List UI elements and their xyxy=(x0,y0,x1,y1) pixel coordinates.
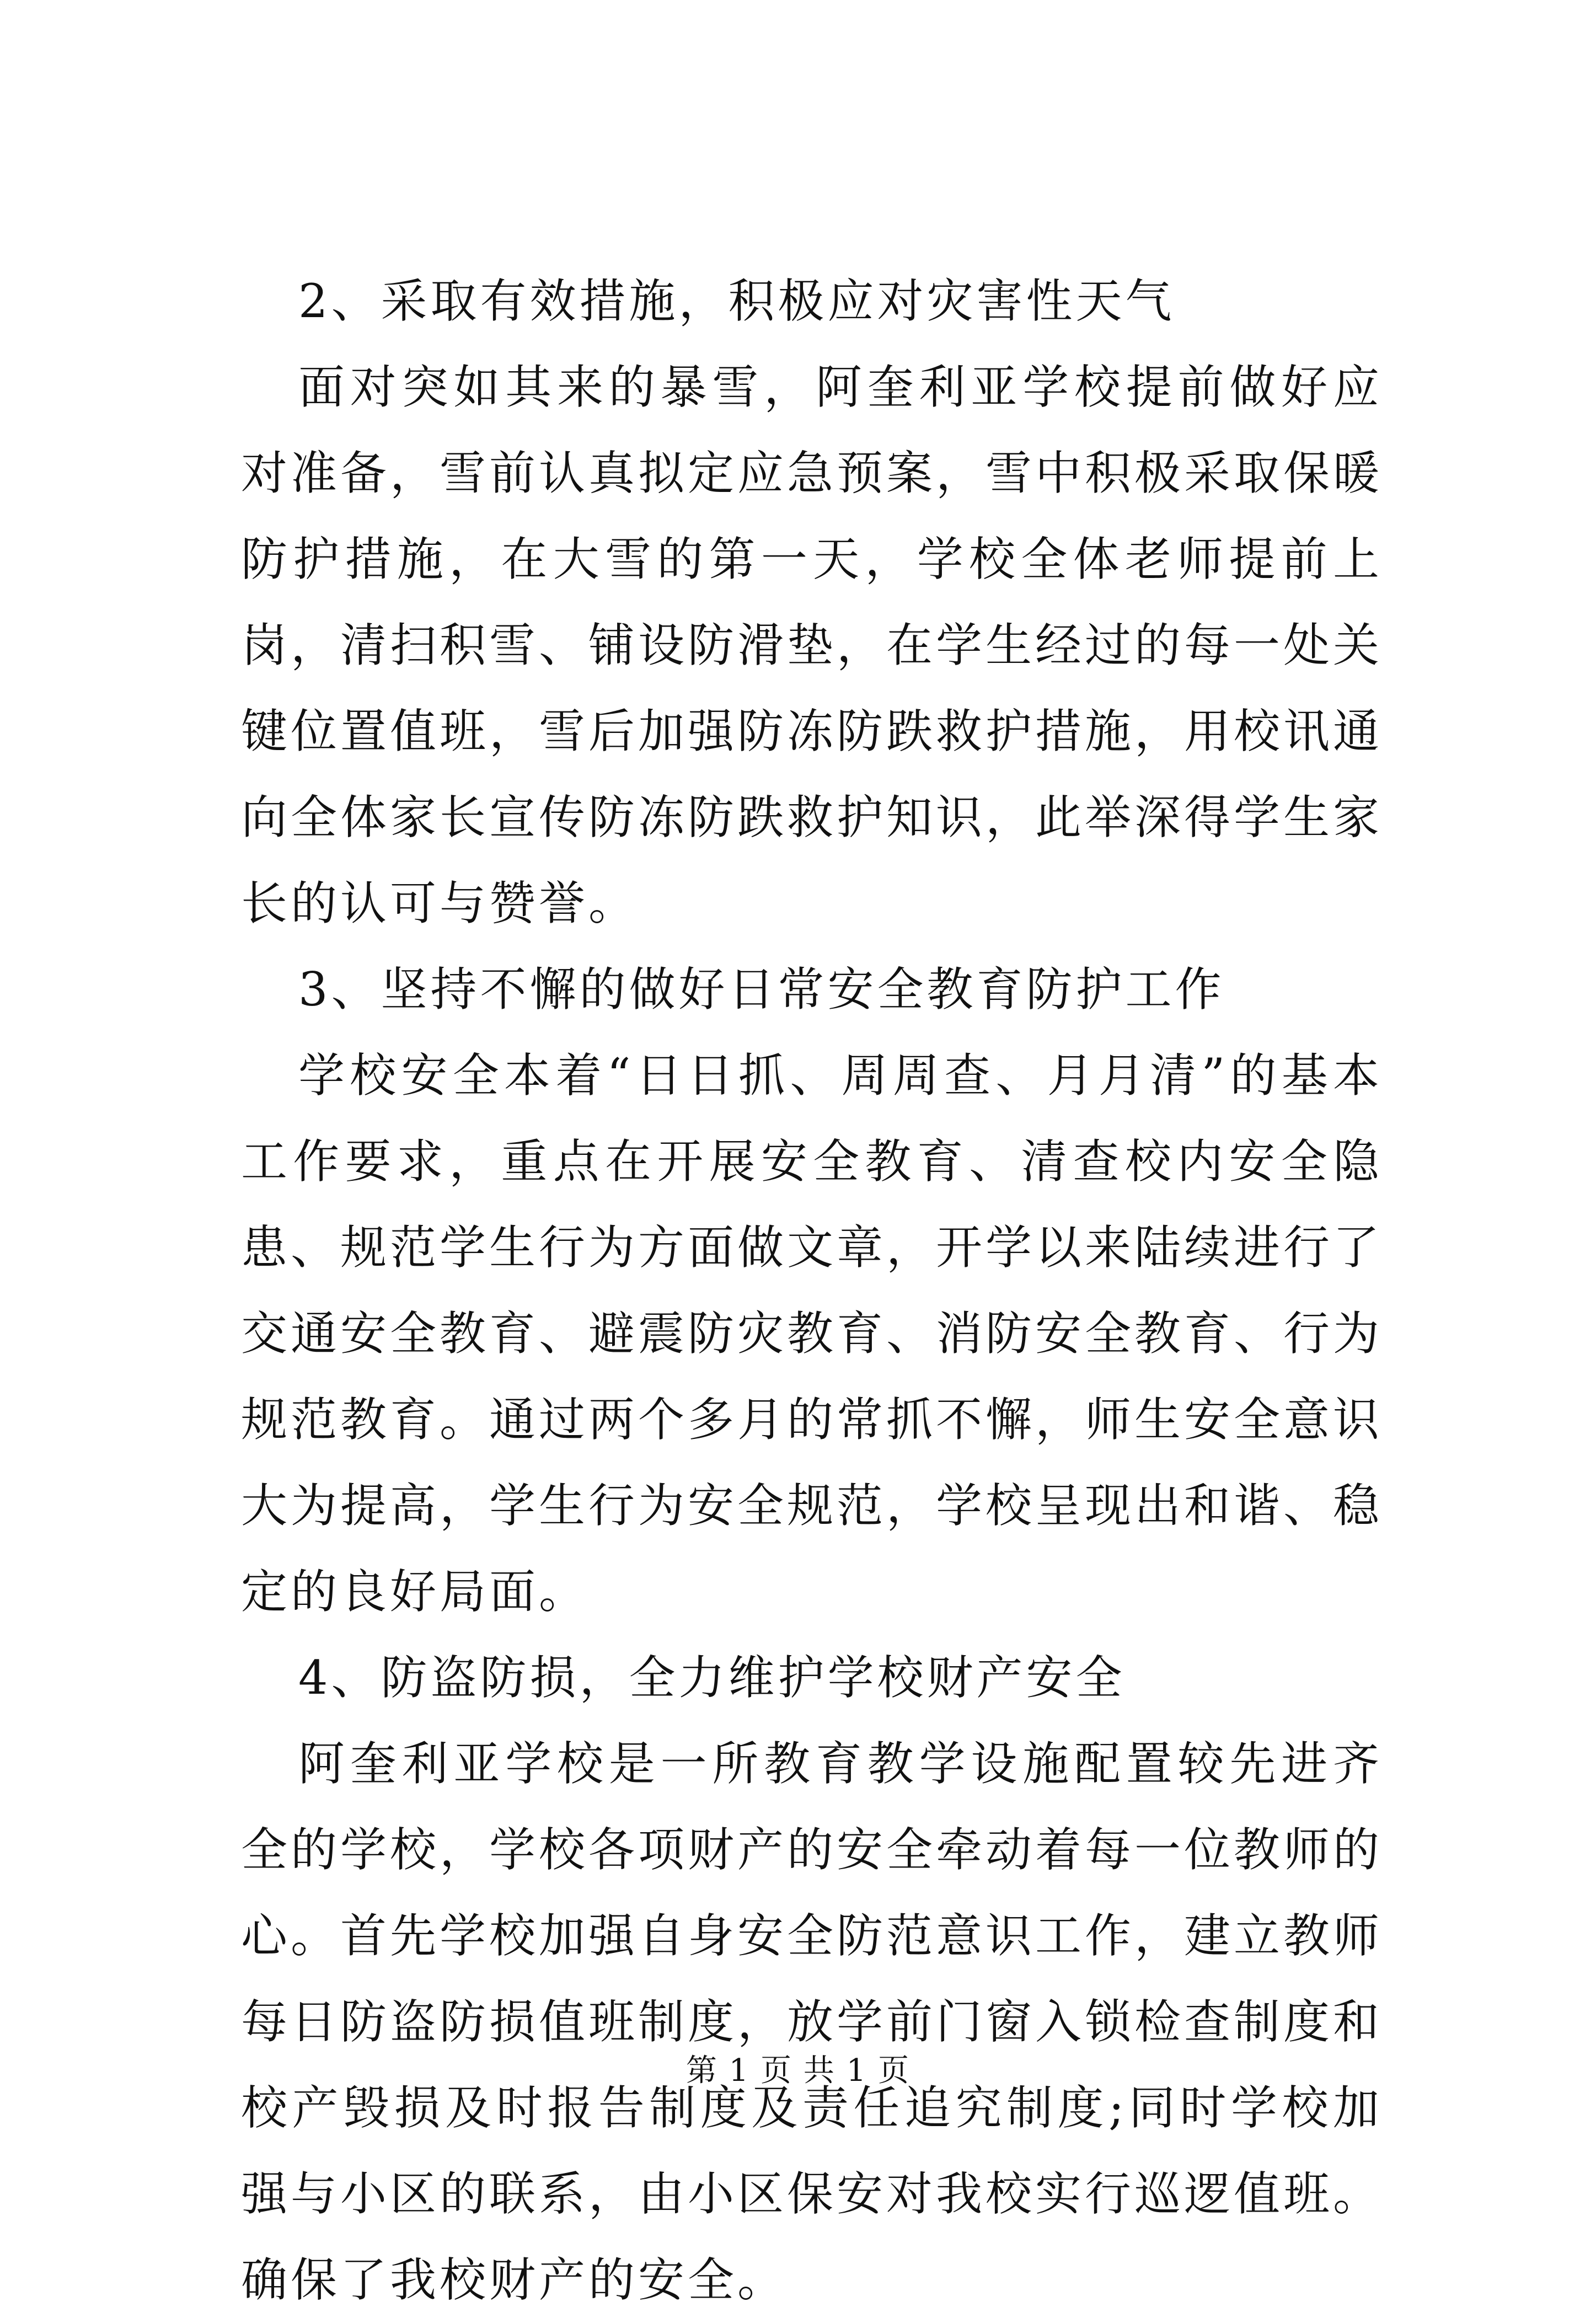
section-heading-2: 2、采取有效措施，积极应对灾害性天气 xyxy=(298,274,1175,328)
document-body xyxy=(241,258,1383,2323)
section-heading-3: 3、坚持不懈的做好日常安全教育防护工作 xyxy=(298,962,1225,1016)
page-footer: 第 1 页 共 1 页 xyxy=(685,2053,911,2089)
section-heading-4: 4、防盗防损，全力维护学校财产安全 xyxy=(298,1651,1126,1705)
section-paragraph-3: 学校安全本着“日日抓、周周查、月月清”的基本工作要求，重点在开展安全教育、清查校内安全隐患、规范学生行为方面做文章，开学以来陆续进行了交通安全教育、避震防灾教育、消防安全教育、行为规范教育。通过两个多月的常抓不懈，师生安全意识大为提高，学生行为安全规范，学校呈现出和谐、稳定的良好局面。 xyxy=(241,1048,1383,1619)
section-paragraph-4: 阿奎利亚学校是一所教育教学设施配置较先进齐全的学校，学校各项财产的安全牵动着每一位教师的心。首先学校加强自身安全防范意识工作，建立教师每日防盗防损值班制度，放学前门窗入锁检查制度和校产毁损及时报告制度及责任追究制度;同时学校加强与小区的联系，由小区保安对我校实行巡逻值班。确保了我校财产的安全。 xyxy=(241,1737,1383,2307)
section-paragraph-2: 面对突如其来的暴雪，阿奎利亚学校提前做好应对准备，雪前认真拟定应急预案，雪中积极采取保暖防护措施，在大雪的第一天，学校全体老师提前上岗，清扫积雪、铺设防滑垫，在学生经过的每一处关键位置值班，雪后加强防冻防跌救护措施，用校讯通向全体家长宣传防冻防跌救护知识，此举深得学生家长的认可与赞誉。 xyxy=(241,360,1383,930)
